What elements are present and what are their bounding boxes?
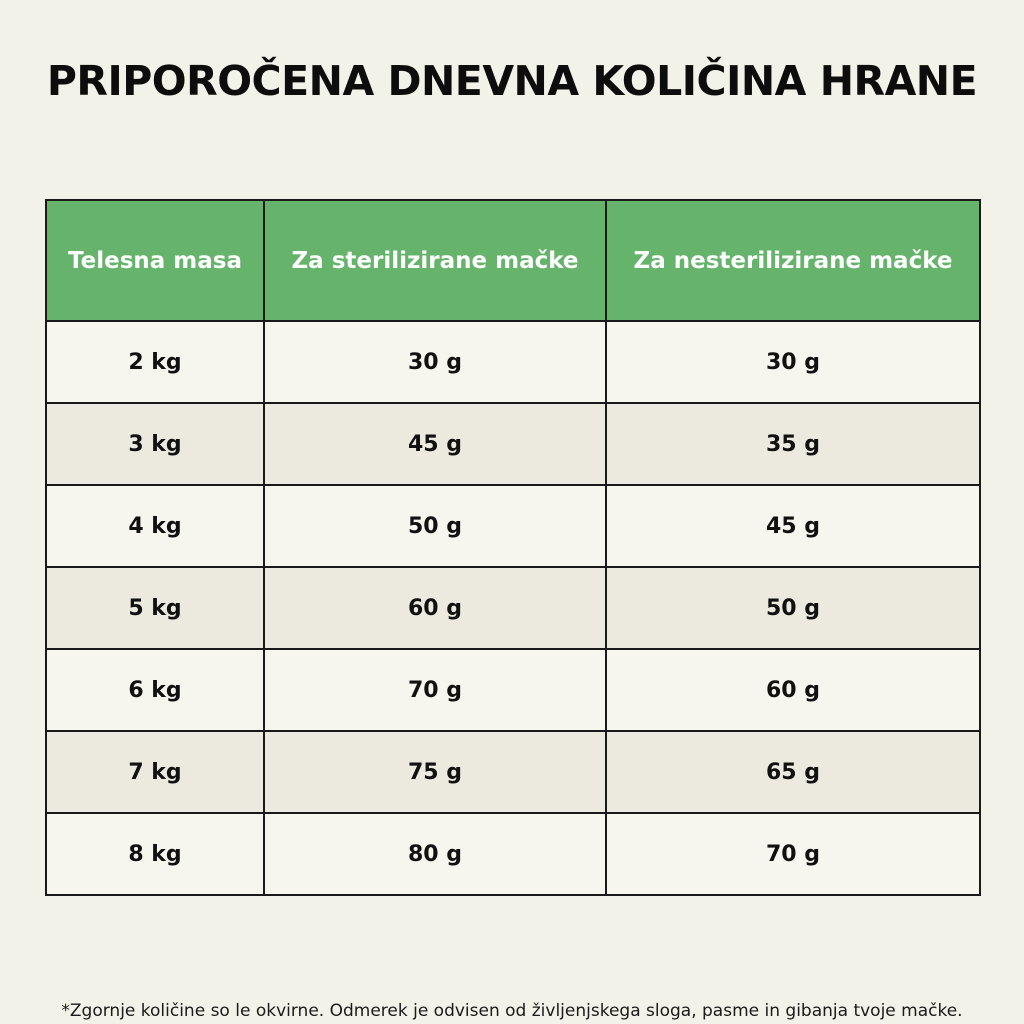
table-row [46,649,980,731]
cell-sterilized: 75 g [264,731,606,813]
header-body-weight: Telesna masa [46,200,264,321]
cell-non-sterilized: 35 g [606,403,980,485]
cell-body-weight: 3 kg [46,403,264,485]
cell-sterilized: 50 g [264,485,606,567]
cell-non-sterilized: 70 g [606,813,980,895]
table-row [46,485,980,567]
header-sterilized: Za sterilizirane mačke [264,200,606,321]
cell-non-sterilized: 60 g [606,649,980,731]
cell-body-weight: 4 kg [46,485,264,567]
table-row [46,731,980,813]
table-header-row [46,200,980,321]
cell-non-sterilized: 30 g [606,321,980,403]
page-title: PRIPOROČENA DNEVNA KOLIČINA HRANE [46,57,978,106]
cell-body-weight: 7 kg [46,731,264,813]
table-row [46,403,980,485]
cell-non-sterilized: 65 g [606,731,980,813]
feeding-table [45,199,981,896]
cell-non-sterilized: 50 g [606,567,980,649]
cell-sterilized: 80 g [264,813,606,895]
cell-sterilized: 30 g [264,321,606,403]
cell-body-weight: 6 kg [46,649,264,731]
cell-body-weight: 5 kg [46,567,264,649]
cell-sterilized: 60 g [264,567,606,649]
table-row [46,813,980,895]
cell-sterilized: 45 g [264,403,606,485]
table-row [46,321,980,403]
footnote: *Zgornje količine so le okvirne. Odmerek je odvisen od življenjskega sloga, pasme in gibanja tvoje mačke. [61,1001,963,1021]
cell-body-weight: 2 kg [46,321,264,403]
cell-non-sterilized: 45 g [606,485,980,567]
header-non-sterilized: Za nesterilizirane mačke [606,200,980,321]
table-row [46,567,980,649]
cell-sterilized: 70 g [264,649,606,731]
cell-body-weight: 8 kg [46,813,264,895]
